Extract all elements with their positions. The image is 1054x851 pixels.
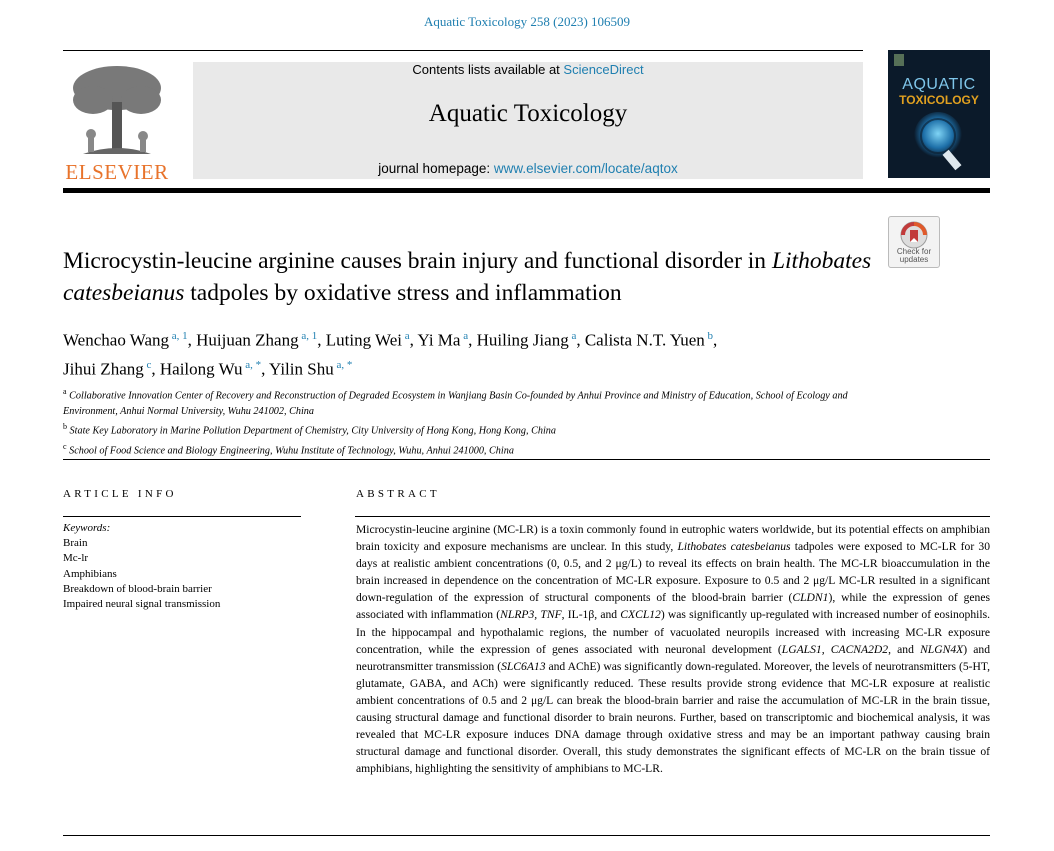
author-name[interactable]: Hailong Wu: [159, 359, 243, 379]
title-species-name: Lithobates catesbeianus: [63, 248, 872, 306]
author-name[interactable]: Huijuan Zhang: [196, 330, 299, 350]
author-affiliation-mark[interactable]: a: [568, 330, 577, 342]
author-name[interactable]: Wenchao Wang: [63, 330, 169, 350]
article-info-heading: ARTICLE INFO: [63, 488, 177, 500]
author-name[interactable]: Calista N.T. Yuen: [584, 330, 705, 350]
journal-homepage-line: [193, 161, 863, 176]
bottom-rule: [63, 835, 990, 836]
abstract-segment: ) was significantly up-regulated with increased number of eosinophils. In the hippocampal and hypothalamic regions, the number of vacuolated neuropils increased with increasing MC-LR exposure concentration, while the expression of genes associated with neuronal development (: [356, 608, 990, 656]
masthead-thick-rule: [63, 188, 990, 193]
author-name[interactable]: Huiling Jiang: [476, 330, 569, 350]
title-part-2: tadpoles by oxidative stress and inflammation: [184, 280, 622, 306]
affiliation-mark: c: [63, 441, 67, 451]
abstract-italic-term: SLC6A13: [501, 659, 546, 673]
contents-prefix: Contents lists available at: [412, 62, 564, 77]
affiliation-mark: b: [63, 421, 67, 431]
keywords-list: [63, 536, 303, 612]
keyword-item: Amphibians: [63, 567, 117, 580]
author-list: Wenchao Wang $^{a, 1}$, Huijuan Zhang $^{a, 1}$, Luting Wei $^a$, Yi Ma $^a$, Huiling Jiang $^a$, Calista N.T. Yuen $^b$, Jihui Zhang $^c$, Hailong Wu $^{a, *}$, Yilin Shu $^{a, *}$: [63, 330, 718, 379]
affiliation-text: Collaborative Innovation Center of Recovery and Reconstruction of Degraded Ecosystem in Wanjiang Basin Co-founded by Anhui Province and Ministry of Education, School of Ecology and Environment, Anhui Normal University, Wuhu 241002, China: [63, 390, 848, 417]
abstract-segment: tadpoles were exposed to MC-LR for 30 days at realistic ambient concentrations (0, 0.5, and 2 μg/L) to reveal its effects on brain health. The MC-LR bioaccumulation in the brain increased in dependence on the concentration of MC-LR exposure. Exposure to 0.5 and 2 μg/L MC-LR resulted in a significant down-regulation of the expression of structural components of the blood-brain barrier (: [356, 540, 990, 605]
author-affiliation-mark[interactable]: a, 1: [169, 330, 188, 342]
abstract-segment: Microcystin-leucine arginine (MC-LR) is a toxin commonly found in eutrophic waters worldwide, but its potential effects on amphibian brain toxicity and exposure mechanisms are unclear. In this study,: [356, 523, 990, 554]
author-affiliation-mark[interactable]: a, *: [242, 358, 262, 371]
author-affiliation-mark[interactable]: a: [401, 330, 410, 342]
cover-title-line1: AQUATIC: [902, 76, 976, 93]
abstract-segment: ) and neurotransmitter transmission (: [356, 642, 990, 673]
cover-publisher-logo: [894, 54, 904, 66]
keywords-block: [63, 521, 303, 612]
keyword-item: Brain: [63, 537, 88, 550]
article-info-rule: [63, 516, 301, 517]
section-divider: [63, 459, 990, 460]
author-affiliation-mark[interactable]: a, *: [333, 358, 353, 371]
abstract-rule: [355, 516, 990, 517]
abstract-italic-term: NLRP3, TNF: [500, 608, 562, 622]
abstract-italic-term: NLGN4X: [920, 642, 964, 656]
abstract-text: [356, 521, 990, 777]
check-for-updates-button[interactable]: [888, 216, 940, 268]
keywords-label: Keywords:: [63, 522, 111, 534]
journal-citation[interactable]: Aquatic Toxicology 258 (2023) 106509: [423, 14, 631, 29]
keyword-item: Mc-lr: [63, 552, 89, 565]
abstract-segment: , and: [888, 642, 921, 656]
affiliation-mark: a: [63, 387, 67, 396]
title-part-1: Microcystin-leucine arginine causes brain injury and functional disorder in: [63, 248, 772, 274]
abstract-italic-term: Lithobates catesbeianus: [677, 540, 791, 554]
abstract-segment: and AChE) was significantly down-regulated. Moreover, the levels of neurotransmitters (5-HT, glutamate, GABA, and ACh) were significantly reduced. These results provide strong evidence that MC-LR exposure at realistic ambient concentrations of 0.5 and 2 μg/L can break the blood-brain barrier and raise the accumulation of MC-LR in the brain tissue, causing structural damage and functional disorder to brain neurons. Further, based on transcriptomic and biochemical analysis, it was revealed that MC-LR exposure induces DNA damage through oxidative stress and may be an important pathway causing brain structural damage and functional disorder. Overall, this study demonstrates the significant effects of MC-LR on the brain tissue of amphibians, highlighting the sensitivity of amphibians to MC-LR.: [356, 659, 990, 776]
check-updates-icon: [899, 220, 929, 250]
author-affiliation-mark[interactable]: a, 1: [298, 330, 318, 342]
keyword-item: Breakdown of blood-brain barrier: [63, 582, 212, 595]
abstract-segment: ), while the expression of genes associated with inflammation (: [356, 591, 990, 622]
check-updates-label: Check for updates: [896, 247, 932, 264]
homepage-prefix: journal homepage:: [378, 161, 494, 176]
journal-cover[interactable]: [888, 50, 990, 178]
abstract-italic-term: LGALS1, CACNA2D2: [781, 642, 889, 656]
publisher-wordmark: ELSEVIER: [65, 160, 169, 184]
author-name[interactable]: Luting Wei: [325, 330, 402, 350]
abstract-italic-term: CLDN1: [792, 591, 829, 605]
affiliation-item: [63, 384, 893, 419]
author-affiliation-mark[interactable]: b: [704, 330, 714, 342]
affiliation-text: School of Food Science and Biology Engineering, Wuhu Institute of Technology, Wuhu, Anhui 241000, China: [66, 445, 514, 457]
author-name[interactable]: Yi Ma: [417, 330, 461, 350]
affiliation-item: [63, 439, 893, 459]
affiliation-text: State Key Laboratory in Marine Pollution Department of Chemistry, City University of Hong Kong, Hong Kong, China: [67, 425, 556, 437]
sciencedirect-link[interactable]: ScienceDirect: [563, 62, 644, 77]
author-affiliation-mark[interactable]: a: [460, 330, 469, 342]
abstract-segment: , IL-1β, and: [561, 608, 621, 622]
journal-homepage-link[interactable]: www.elsevier.com/locate/aqtox: [493, 161, 678, 176]
abstract-italic-term: CXCL12: [620, 608, 661, 622]
contents-available-line: [193, 62, 863, 77]
author-affiliation-mark[interactable]: c: [143, 358, 152, 371]
author-name[interactable]: Jihui Zhang: [63, 359, 144, 379]
journal-masthead: [193, 62, 863, 179]
article-title: [63, 245, 873, 309]
affiliation-list: [63, 384, 893, 458]
author-name[interactable]: Yilin Shu: [268, 359, 334, 379]
journal-name: Aquatic Toxicology: [428, 100, 628, 127]
abstract-heading: ABSTRACT: [356, 488, 440, 500]
keyword-item: Impaired neural signal transmission: [63, 598, 221, 611]
header-rule: [63, 50, 863, 51]
cover-title-line2: TOXICOLOGY: [899, 93, 979, 107]
cover-lens-icon: [888, 108, 990, 178]
affiliation-item: [63, 419, 893, 439]
